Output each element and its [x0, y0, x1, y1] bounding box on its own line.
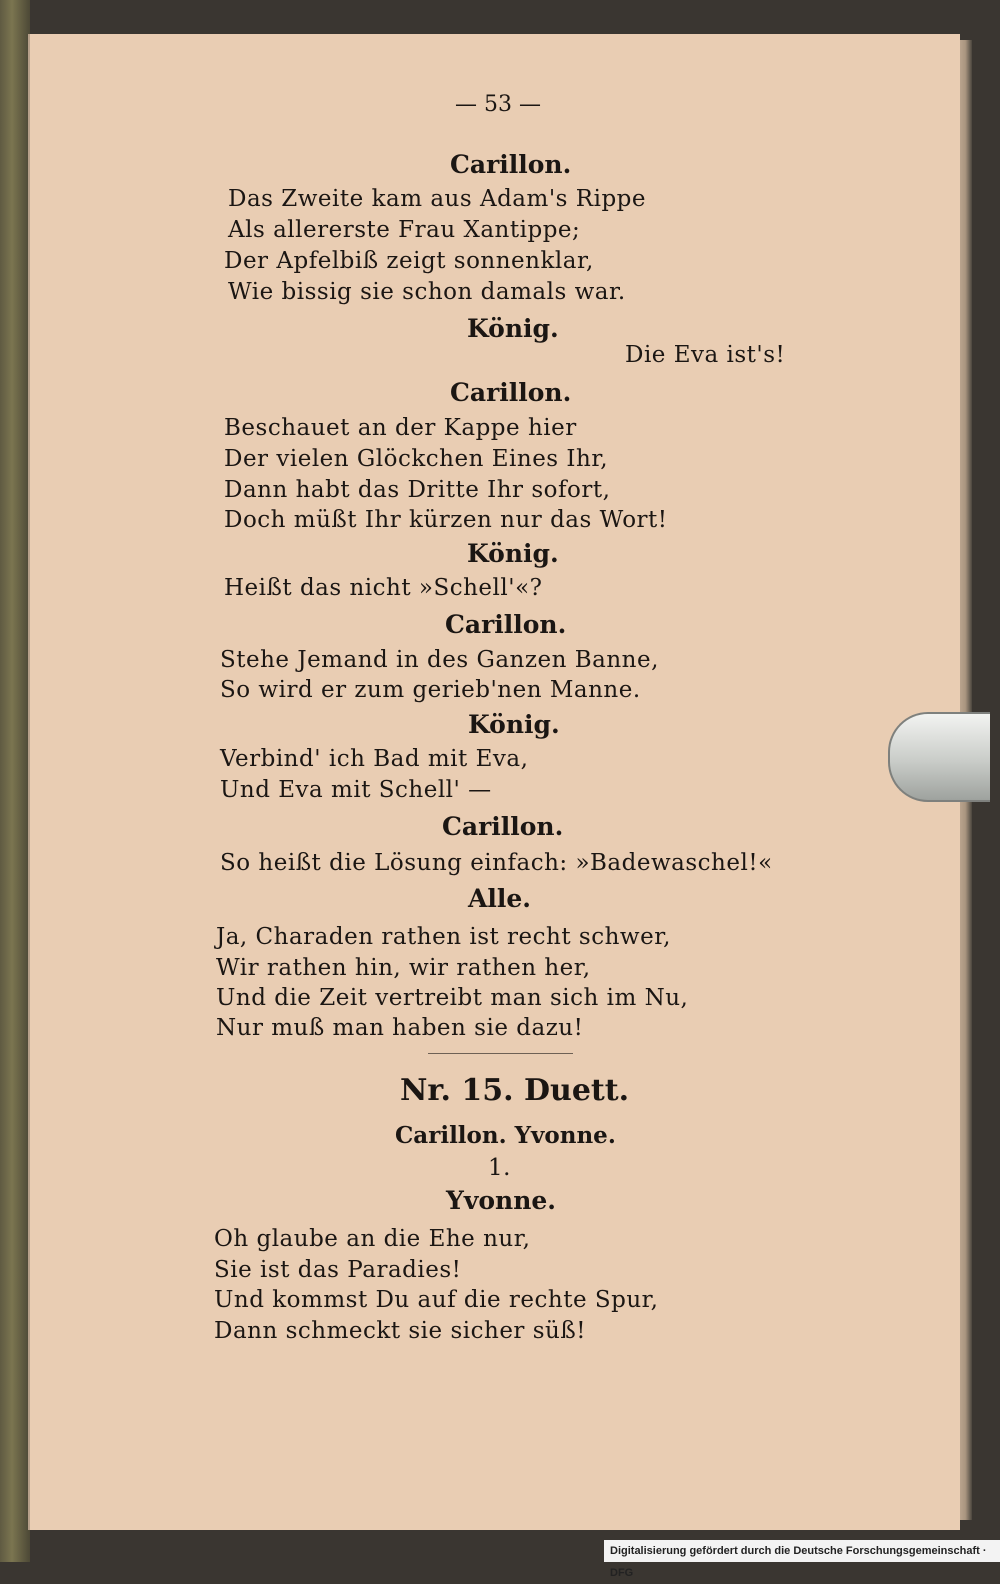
- speaker-heading: Carillon.: [445, 610, 567, 639]
- verse-line: So wird er zum gerieb'nen Manne.: [220, 677, 641, 703]
- verse-line: Stehe Jemand in des Ganzen Banne,: [220, 647, 659, 673]
- page-number: — 53 —: [455, 92, 541, 117]
- speaker-heading: König.: [467, 539, 559, 568]
- verse-line: Dann schmeckt sie sicher süß!: [214, 1318, 586, 1344]
- verse-line: Der Apfelbiß zeigt sonnenklar,: [224, 248, 594, 274]
- speaker-heading: Yvonne.: [446, 1186, 557, 1215]
- verse-line: Und kommst Du auf die rechte Spur,: [214, 1287, 659, 1313]
- speaker-heading: Alle.: [468, 884, 532, 913]
- verse-line: Und die Zeit vertreibt man sich im Nu,: [216, 985, 689, 1011]
- verse-line: Die Eva ist's!: [625, 342, 786, 368]
- speaker-heading: Carillon.: [450, 378, 572, 407]
- verse-line: Als allererste Frau Xantippe;: [228, 217, 581, 243]
- verse-line: Wie bissig sie schon damals war.: [228, 279, 626, 305]
- verse-line: Heißt das nicht »Schell'«?: [224, 575, 543, 601]
- speaker-heading: König.: [467, 314, 559, 343]
- verse-line: Sie ist das Paradies!: [214, 1257, 462, 1283]
- digitization-credit: Digitalisierung gefördert durch die Deutsche Forschungsgemeinschaft · DFG: [604, 1540, 1000, 1562]
- speaker-heading: Carillon.: [442, 812, 564, 841]
- subheading: Carillon. Yvonne.: [395, 1122, 616, 1149]
- verse-line: So heißt die Lösung einfach: »Badewaschel!«: [220, 850, 773, 876]
- verse-line: Der vielen Glöckchen Eines Ihr,: [224, 446, 609, 472]
- verse-line: Und Eva mit Schell' —: [220, 777, 492, 803]
- page-clip: [888, 712, 990, 802]
- verse-line: Dann habt das Dritte Ihr sofort,: [224, 477, 611, 503]
- speaker-heading: Carillon.: [450, 150, 572, 179]
- book-spine: [0, 0, 30, 1562]
- verse-line: Doch müßt Ihr kürzen nur das Wort!: [224, 507, 668, 533]
- verse-line: Ja, Charaden rathen ist recht schwer,: [216, 924, 671, 950]
- verse-line: Beschauet an der Kappe hier: [224, 415, 577, 441]
- verse-line: Nur muß man haben sie dazu!: [216, 1015, 584, 1041]
- verse-line: Das Zweite kam aus Adam's Rippe: [228, 186, 646, 212]
- verse-line: Verbind' ich Bad mit Eva,: [220, 746, 529, 772]
- speaker-heading: König.: [468, 710, 560, 739]
- verse-line: Wir rathen hin, wir rathen her,: [216, 955, 591, 981]
- verse-line: Oh glaube an die Ehe nur,: [214, 1226, 531, 1252]
- section-heading: Nr. 15. Duett.: [400, 1073, 630, 1108]
- verse-number: 1.: [488, 1155, 511, 1181]
- section-divider: [428, 1053, 573, 1054]
